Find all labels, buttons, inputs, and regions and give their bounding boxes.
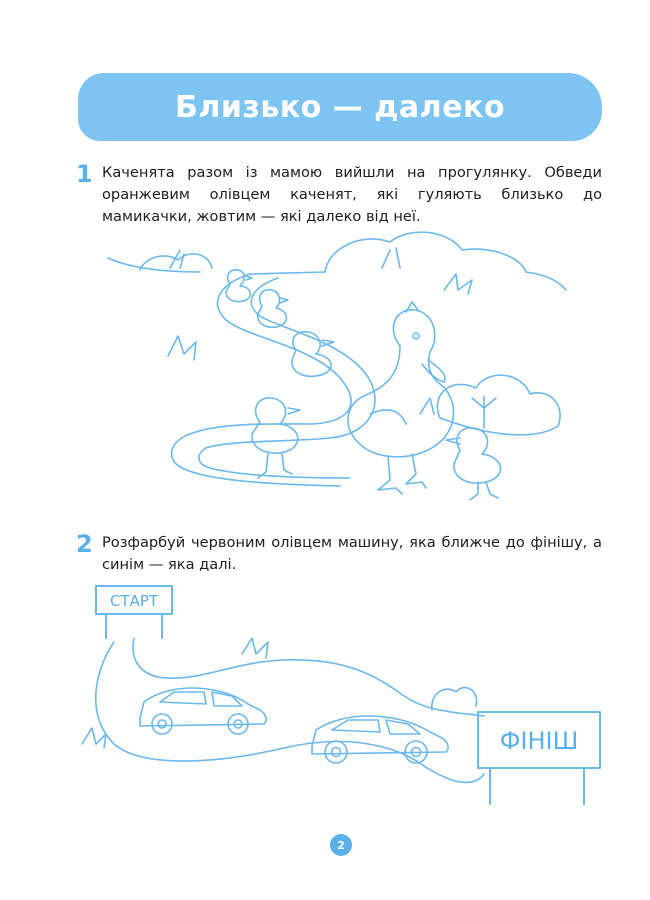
cars-illustration (74, 578, 614, 808)
page-title: Близько — далеко (175, 89, 505, 125)
task-1-text: Каченята разом із мамою вийшли на прогулянку. Обведи оранжевим олівцем каченят, які гуляють близько до мамикачки, жовтим — які далеко від неї. (102, 164, 602, 225)
car-1 (140, 688, 266, 734)
task-1-number: 1 (76, 160, 93, 188)
page-number-badge: 2 (330, 834, 352, 856)
start-sign-label: СТАРТ (109, 592, 159, 610)
finish-sign-label: ФІНІШ (499, 727, 579, 755)
car-2 (312, 716, 448, 763)
task-2-text: Розфарбуй червоним олівцем машину, яка ближче до фінішу, а синім — яка далі. (102, 534, 602, 573)
task-2-number: 2 (76, 530, 93, 558)
ducks-illustration (100, 228, 570, 510)
title-banner (78, 73, 602, 141)
